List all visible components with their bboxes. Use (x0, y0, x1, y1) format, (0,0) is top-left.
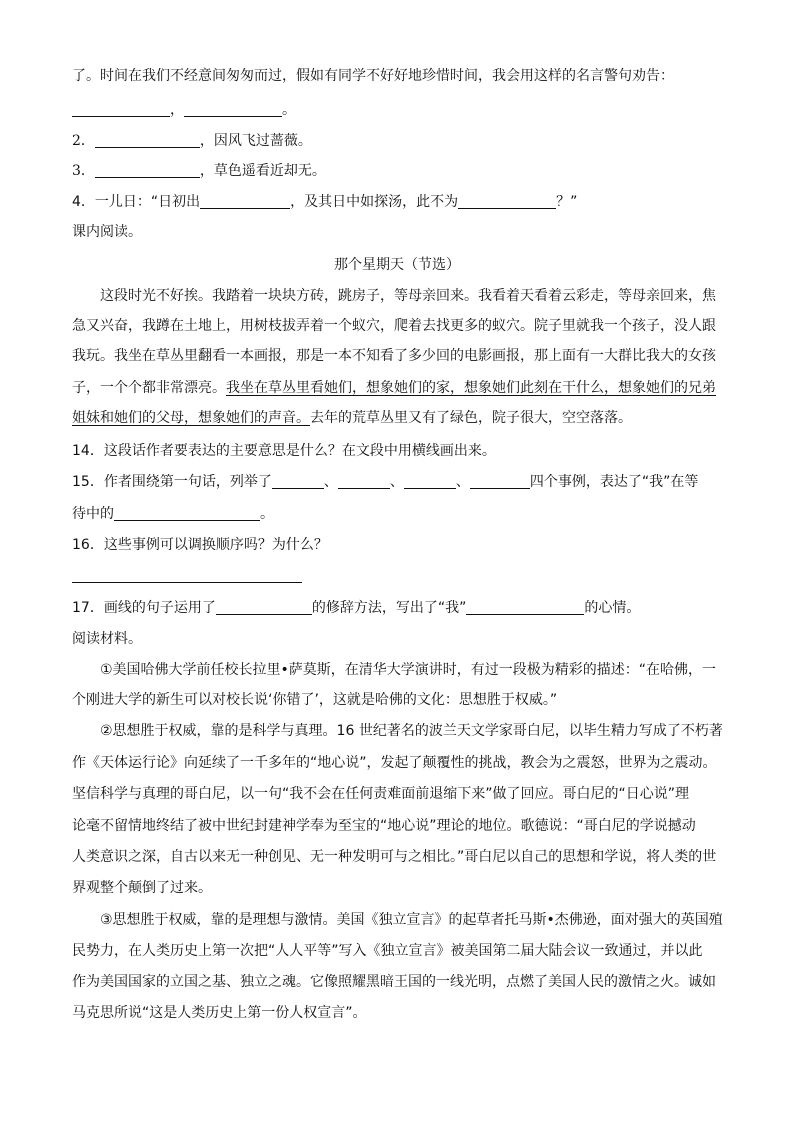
passage-line: 马克思所说“这是人类历史上第一份人权宣言”。 (72, 1005, 367, 1021)
answer-blank[interactable] (72, 568, 302, 583)
section-heading: 课内阅读。 (72, 224, 142, 240)
answer-blank[interactable] (95, 133, 200, 148)
underlined-sentence: 姐妹和她们的父母，想象她们的声音。 (72, 410, 310, 426)
answer-blank[interactable] (338, 474, 390, 489)
question-17: 17．画线的句子运用了 的修辞方法，写出了“我” 的心情。 (72, 600, 641, 616)
question-2: 2． ，因风飞过蔷薇。 (72, 133, 312, 149)
answer-blank[interactable] (272, 474, 324, 489)
underlined-sentence: 我坐在草丛里看她们，想象她们的家，想象她们此刻在干什么，想象她们的兄弟 (226, 380, 716, 396)
answer-blank[interactable] (95, 163, 200, 178)
passage-line: 子，一个个都非常漂亮。我坐在草丛里看她们，想象她们的家，想象她们此刻在干什么，想象她们的兄弟 (72, 380, 716, 396)
answer-line (72, 566, 302, 586)
answer-blank[interactable] (72, 102, 170, 117)
answer-blank[interactable] (216, 600, 312, 615)
passage-line: ③思想胜于权威，靠的是理想与激情。美国《独立宣言》的起草者托马斯•杰佛逊，面对强大的英国殖 (100, 912, 723, 928)
passage-line: ①美国哈佛大学前任校长拉里•萨莫斯，在清华大学演讲时，有过一段极为精彩的描述：“在哈佛，一 (100, 662, 717, 678)
passage-line: 论毫不留情地终结了被中世纪封建神学奉为至宝的“地心说”理论的地位。歌德说：“哥白尼的学说撼动 (72, 818, 696, 834)
answer-blank[interactable] (184, 102, 282, 117)
answer-blank[interactable] (466, 600, 584, 615)
passage-title: 那个星期天（节选） (334, 257, 460, 273)
time-quote-prompt: 了。时间在我们不经意间匆匆而过，假如有同学不好好地珍惜时间，我会用这样的名言警句劝告： (72, 68, 674, 84)
answer-line: ， 。 (72, 100, 296, 120)
question-16: 16．这些事例可以调换顺序吗？为什么？ (72, 537, 328, 553)
passage-line: 作《天体运行论》向延续了一千多年的“地心说”，发起了颠覆性的挑战，教会为之震怒，世界为之震动。 (72, 755, 717, 771)
passage-line: 姐妹和她们的父母，想象她们的声音。去年的荒草丛里又有了绿色，院子很大，空空落落。 (72, 410, 632, 426)
question-3: 3． ，草色遥看近却无。 (72, 163, 326, 179)
passage-line: 人类意识之深，自古以来无一种创见、无一种发明可与之相比。”哥白尼以自己的思想和学说，将人类的世 (72, 849, 717, 865)
answer-blank[interactable] (404, 474, 456, 489)
answer-blank[interactable] (200, 194, 290, 209)
answer-blank[interactable] (458, 194, 556, 209)
answer-blank[interactable] (470, 474, 530, 489)
passage-line: 我玩。我坐在草丛里翻看一本画报，那是一本不知看了多少回的电影画报，那上面有一大群比我大的女孩 (72, 348, 716, 364)
answer-blank[interactable] (114, 506, 260, 521)
text-line (72, 66, 674, 86)
question-15-continued: 待中的 。 (72, 506, 274, 522)
section-heading: 阅读材料。 (72, 631, 142, 647)
passage-line: 民势力，在人类历史上第一次把“人人平等”写入《独立宣言》被美国第二届大陆会议一致通过，并以此 (72, 943, 703, 959)
question-4: 4．一儿日：“日初出 ，及其日中如探汤，此不为 ？” (72, 194, 578, 210)
question-14: 14．这段话作者要表达的主要意思是什么？在文段中用横线画出来。 (72, 443, 496, 459)
question-15: 15．作者围绕第一句话，列举了 、 、 、 四个事例，表达了“我”在等 (72, 474, 699, 490)
passage-line: 这段时光不好挨。我踏着一块块方砖，跳房子，等母亲回来。我看着天看着云彩走，等母亲回来，焦 (100, 288, 716, 304)
passage-line: 个刚进大学的新生可以对校长说‘你错了’，这就是哈佛的文化：思想胜于权威。” (72, 692, 558, 708)
passage-line: ②思想胜于权威，靠的是科学与真理。16 世纪著名的波兰天文学家哥白尼，以毕生精力写成了不朽著 (100, 723, 723, 739)
passage-line: 界观整个颠倒了过来。 (72, 880, 212, 896)
passage-line: 作为美国国家的立国之基、独立之魂。它像照耀黑暗王国的一线光明，点燃了美国人民的激情之火。诚如 (72, 974, 716, 990)
passage-line: 坚信科学与真理的哥白尼，以一句“我不会在任何责难面前退缩下来”做了回应。哥白尼的“日心说”理 (72, 786, 690, 802)
passage-line: 急又兴奋，我蹲在土地上，用树枝拔弄着一个蚁穴，爬着去找更多的蚁穴。院子里就我一个孩子，没人跟 (72, 318, 716, 334)
